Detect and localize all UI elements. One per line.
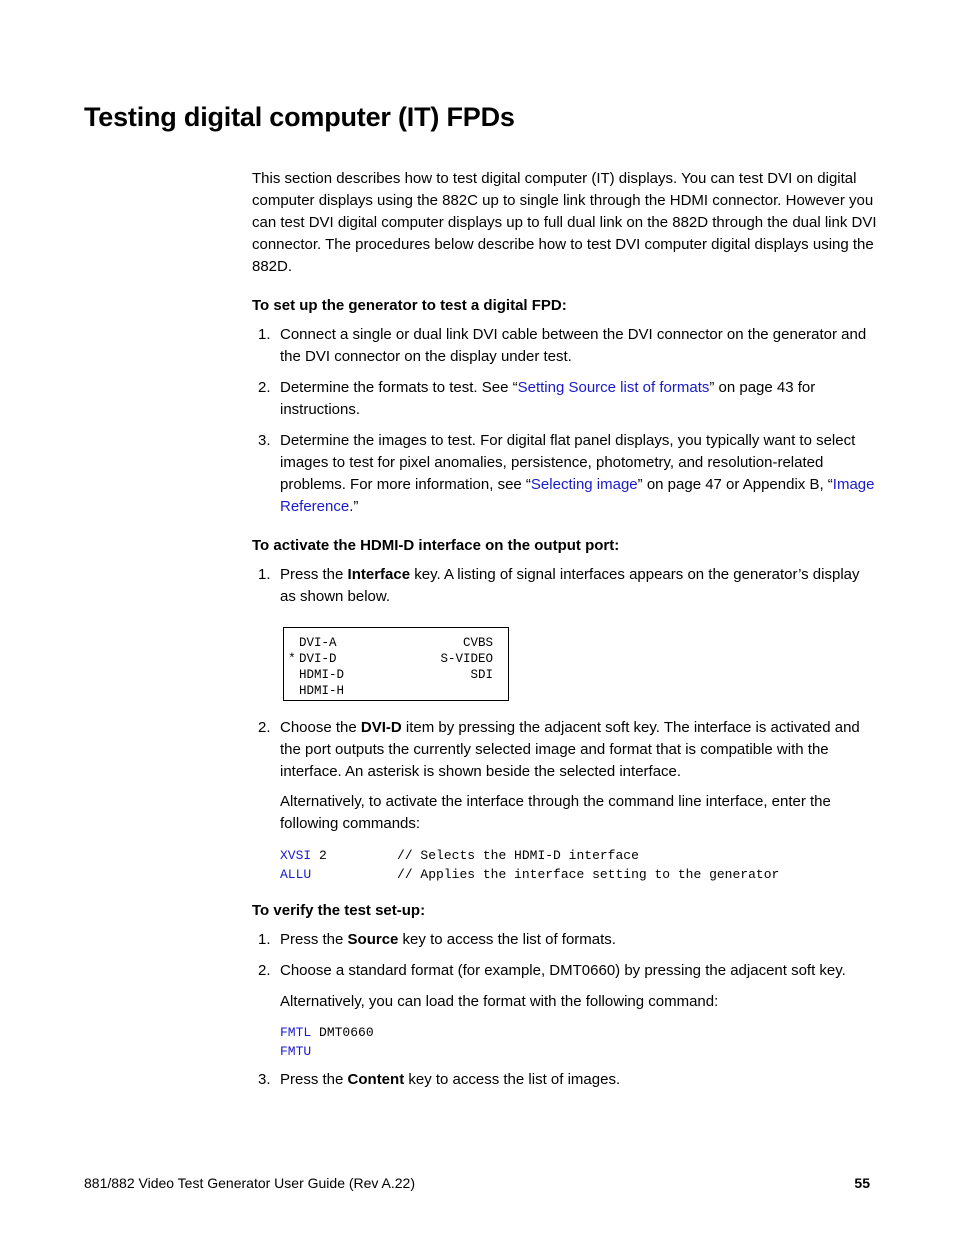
image-reference-link[interactable]: Image Reference: [280, 476, 875, 515]
verify-code-block: [280, 1024, 374, 1061]
fmtl-argument: DMT0660: [311, 1025, 374, 1040]
fmtl-command[interactable]: FMTL: [280, 1025, 312, 1040]
display-right-column: [440, 635, 493, 683]
activate-alt-text: Alternatively, to activate the interface through the command line interface, enter the following commands:: [280, 793, 831, 832]
content-key-label: Content: [347, 1071, 405, 1088]
step-number: 3.: [258, 1071, 271, 1088]
interface-key-label: Interface: [347, 566, 411, 583]
activate-code-block: [280, 847, 779, 884]
verify-step-1: [258, 929, 878, 951]
fmtu-command[interactable]: FMTU: [280, 1043, 312, 1059]
display-item-cvbs: CVBS: [462, 636, 493, 650]
verify-step-2: [258, 960, 878, 982]
setup-heading: To set up the generator to test a digital FPD:: [252, 297, 567, 314]
verify-alt-text: Alternatively, you can load the format with the following command:: [280, 993, 719, 1010]
display-item-sdi: SDI: [470, 668, 493, 682]
verify-step-3: [258, 1069, 878, 1091]
display-item-hdmi-d: HDMI-D: [299, 668, 345, 682]
selecting-image-link[interactable]: Selecting image: [530, 476, 638, 493]
step-text: Press the Content key to access the list of images.: [280, 1071, 621, 1088]
step-number: 1.: [258, 326, 271, 343]
display-item-dvi-a: DVI-A: [299, 636, 337, 650]
step-text: Connect a single or dual link DVI cable between the DVI connector on the generator and the DVI connector on the display under test.: [280, 326, 867, 365]
generator-display: [283, 627, 509, 701]
step-text: Determine the formats to test. See “Setting Source list of formats” on page 43 for instructions.: [280, 379, 816, 418]
display-left-column: [299, 635, 344, 699]
setup-step-2: [258, 377, 878, 421]
verify-heading: To verify the test set-up:: [252, 902, 426, 919]
step-text: Press the Source key to access the list of formats.: [280, 931, 616, 948]
allu-command[interactable]: ALLU: [280, 866, 312, 882]
step-number: 2.: [258, 379, 271, 396]
step-number: 3.: [258, 432, 271, 449]
dvi-d-key-label: DVI-D: [360, 719, 402, 736]
xvsi-command[interactable]: XVSI: [280, 848, 312, 863]
setup-step-3: [258, 430, 878, 518]
footer-page-number: 55: [854, 1175, 870, 1191]
step-number: 1.: [258, 931, 271, 948]
selected-marker: *: [288, 651, 296, 666]
allu-comment: // Applies the interface setting to the generator: [311, 866, 780, 882]
source-key-label: Source: [347, 931, 399, 948]
setup-step-1: [258, 324, 878, 368]
xvsi-comment: 2 // Selects the HDMI-D interface: [311, 848, 639, 863]
step-number: 1.: [258, 566, 271, 583]
setting-source-link[interactable]: Setting Source list of formats: [517, 379, 710, 396]
step-text: Press the Interface key. A listing of signal interfaces appears on the generator’s display as shown below.: [280, 566, 860, 605]
display-item-hdmi-h: HDMI-H: [299, 684, 345, 698]
activate-step-2: [258, 717, 878, 783]
step-number: 2.: [258, 719, 271, 736]
activate-heading: To activate the HDMI-D interface on the output port:: [252, 537, 620, 554]
step-number: 2.: [258, 962, 271, 979]
footer-guide-title: 881/882 Video Test Generator User Guide (Rev A.22): [84, 1175, 416, 1191]
step-text: Choose a standard format (for example, DMT0660) by pressing the adjacent soft key.: [280, 962, 846, 979]
step-text: Determine the images to test. For digital flat panel displays, you typically want to select images to test for pixel anomalies, persistence, photometry, and resolution-related problems. For more information, see “Selecting image” on page 47 or Appendix B, “Image Reference.”: [280, 432, 875, 515]
display-item-s-video: S-VIDEO: [440, 652, 493, 666]
display-item-dvi-d: DVI-D: [299, 652, 337, 666]
activate-step-1: [258, 564, 878, 608]
page-title: Testing digital computer (IT) FPDs: [84, 102, 515, 132]
step-text: Choose the DVI-D item by pressing the adjacent soft key. The interface is activated and the port outputs the currently selected image and format that is compatible with the interface. An asterisk is shown beside the selected interface.: [280, 719, 860, 780]
intro-paragraph: This section describes how to test digital computer (IT) displays. You can test DVI on digital computer displays using the 882C up to single link through the HDMI connector. However you can test DVI digital computer displays up to full dual link on the 882D through the dual link DVI connector. The procedures below describe how to test DVI computer digital displays using the 882D.: [252, 170, 877, 275]
